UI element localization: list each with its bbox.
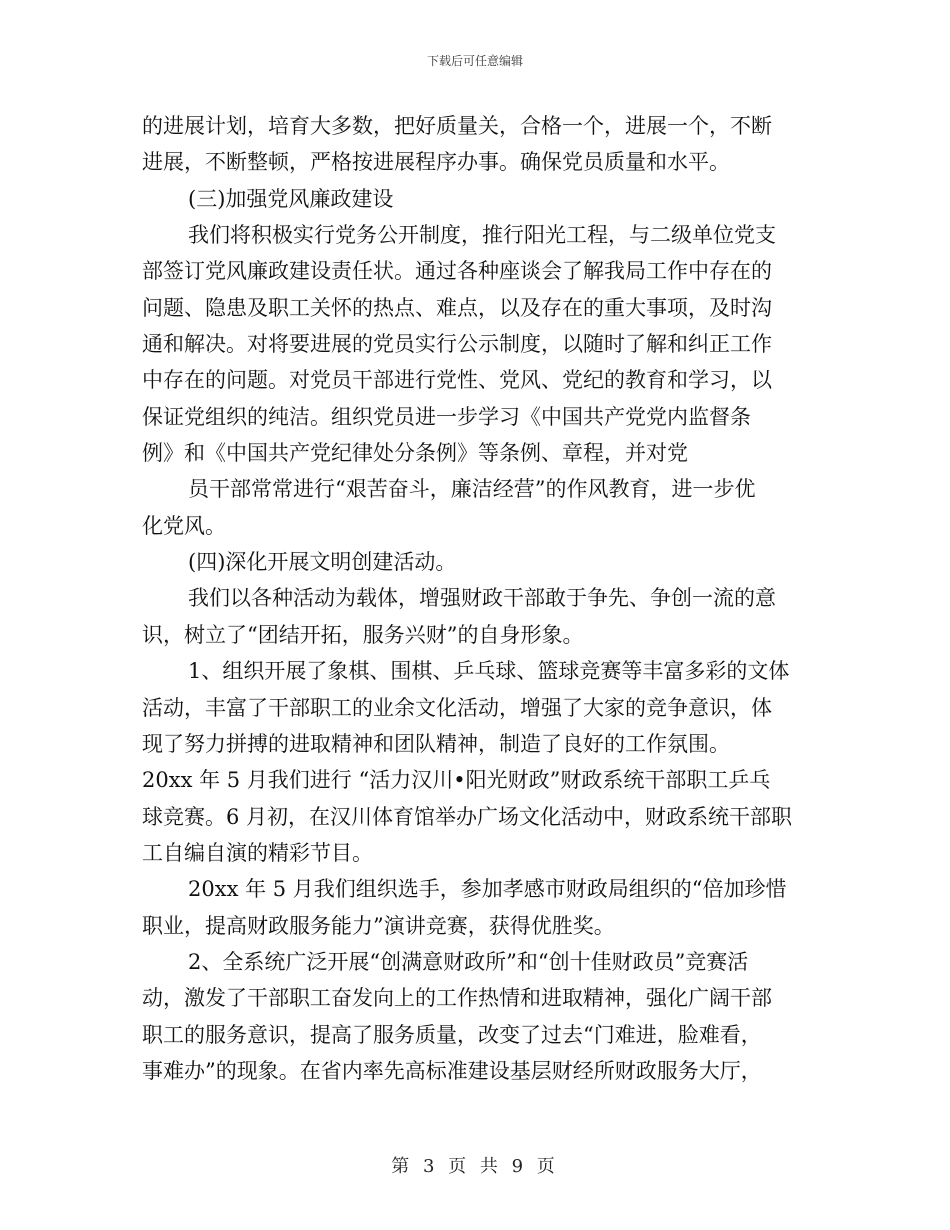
text-line: 员干部常常进行“艰苦奋斗，廉洁经营”的作风教育，进一步优 — [188, 477, 756, 502]
text-line: 问题、隐患及职工关怀的热点、难点，以及存在的重大事项，及时沟 — [142, 295, 772, 320]
text-line: 我们将积极实行党务公开制度，推行阳光工程，与二级单位党支 — [188, 223, 776, 248]
text-line: 20xx 年 5 月我们进行 “活力汉川•阳光财政”财政系统干部职工乒乓 — [142, 768, 771, 793]
text-line: 20xx 年 5 月我们组织选手，参加孝感市财政局组织的“倍加珍惜 — [188, 877, 787, 902]
text-line: 我们以各种活动为载体，增强财政干部敢于争先、争创一流的意 — [188, 586, 776, 611]
text-line: 动，激发了干部职工奋发向上的工作热情和进取精神，强化广阔干部 — [142, 986, 772, 1011]
text-line: 工自编自演的精彩节目。 — [142, 840, 373, 865]
text-line: 保证党组织的纯洁。组织党员进一步学习《中国共产党党内监督条 — [142, 404, 751, 429]
section-heading: (三)加强党风廉政建设 — [188, 186, 394, 211]
text-line: 球竞赛。6 月初，在汉川体育馆举办广场文化活动中，财政系统干部职 — [142, 804, 793, 829]
page-header-note: 下载后可任意编辑 — [426, 54, 523, 68]
text-line: 通和解决。对将要进展的党员实行公示制度，以随时了解和纠正工作 — [142, 332, 772, 357]
text-line: 1、组织开展了象棋、围棋、乒乓球、篮球竞赛等丰富多彩的文体 — [188, 659, 790, 684]
text-line: 活动，丰富了干部职工的业余文化活动，增强了大家的竞争意识，体 — [142, 695, 772, 720]
text-line: 部签订党风廉政建设责任状。通过各种座谈会了解我局工作中存在的 — [142, 259, 772, 284]
text-line: 中存在的问题。对党员干部进行党性、党风、党纪的教育和学习，以 — [142, 368, 772, 393]
text-line: 的进展计划，培育大多数，把好质量关，合格一个，进展一个，不断 — [142, 114, 772, 138]
text-line: 例》和《中国共产党纪律处分条例》等条例、章程，并对党 — [142, 441, 688, 466]
text-line: 事难办”的现象。在省内率先高标准建设基层财经所财政服务大厅， — [142, 1058, 762, 1083]
page-number: 第 3 页 共 9 页 — [391, 1156, 559, 1177]
text-line: 进展，不断整顿，严格按进展程序办事。确保党员质量和水平。 — [142, 150, 730, 175]
text-line: 现了努力拼搏的进取精神和团队精神，制造了良好的工作氛围。 — [142, 731, 730, 756]
text-line: 职工的服务意识，提高了服务质量，改变了过去“门难进，脸难看， — [142, 1022, 762, 1047]
document-body — [142, 108, 814, 1089]
text-line: 识，树立了“团结开拓，服务兴财”的自身形象。 — [142, 622, 584, 647]
section-heading: (四)深化开展文明创建活动。 — [188, 550, 457, 575]
text-line: 化党风。 — [142, 513, 226, 538]
text-line: 职业，提高财政服务能力”演讲竞赛，获得优胜奖。 — [142, 913, 615, 938]
text-line: 2、全系统广泛开展“创满意财政所”和“创十佳财政员”竞赛活 — [188, 949, 749, 974]
